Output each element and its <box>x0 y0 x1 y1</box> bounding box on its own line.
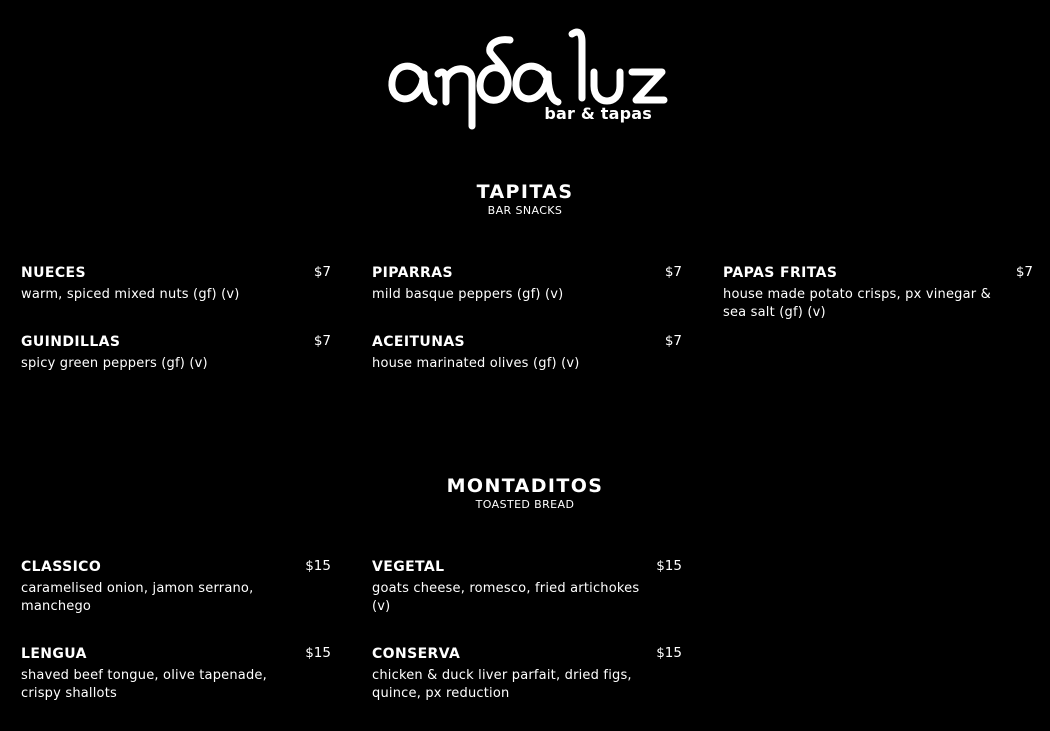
section-title: MONTADITOS <box>446 475 604 497</box>
item-price: $7 <box>664 264 682 280</box>
item-name: LENGUA <box>21 646 87 662</box>
item-name: ACEITUNAS <box>372 334 466 350</box>
item-description: goats cheese, romesco, fried artichokes (v) <box>372 581 640 614</box>
section-subtitle: BAR SNACKS <box>487 204 563 217</box>
item-name: PAPAS FRITAS <box>723 265 838 281</box>
item-price: $15 <box>656 558 682 574</box>
item-description: warm, spiced mixed nuts (gf) (v) <box>21 287 240 302</box>
item-description: chicken & duck liver parfait, dried figs, quince, px reduction <box>372 668 632 701</box>
item-price: $7 <box>313 264 331 280</box>
item-description: caramelised onion, jamon serrano, manchego <box>21 581 254 614</box>
item-name: PIPARRAS <box>372 265 453 281</box>
item-description: house marinated olives (gf) (v) <box>372 356 580 371</box>
section-heading-montaditos <box>0 475 1050 512</box>
item-description: spicy green peppers (gf) (v) <box>21 356 208 371</box>
item-description: mild basque peppers (gf) (v) <box>372 287 564 302</box>
item-name: NUECES <box>21 265 86 281</box>
item-price: $15 <box>305 558 331 574</box>
item-name: VEGETAL <box>372 559 445 575</box>
section-title: TAPITAS <box>476 181 574 203</box>
item-price: $7 <box>313 333 331 349</box>
item-description: house made potato crisps, px vinegar & sea salt (gf) (v) <box>723 287 992 320</box>
brand-logo <box>386 22 668 128</box>
section-subtitle: TOASTED BREAD <box>475 498 575 511</box>
item-price: $7 <box>664 333 682 349</box>
item-description: shaved beef tongue, olive tapenade, crispy shallots <box>21 668 267 701</box>
logo-tagline: bar & tapas <box>544 104 652 123</box>
item-price: $15 <box>305 645 331 661</box>
item-price: $15 <box>656 645 682 661</box>
item-name: CONSERVA <box>372 646 461 662</box>
item-price: $7 <box>1015 264 1033 280</box>
section-heading-tapitas <box>0 181 1050 218</box>
item-name: CLASSICO <box>21 559 102 575</box>
item-name: GUINDILLAS <box>21 334 121 350</box>
